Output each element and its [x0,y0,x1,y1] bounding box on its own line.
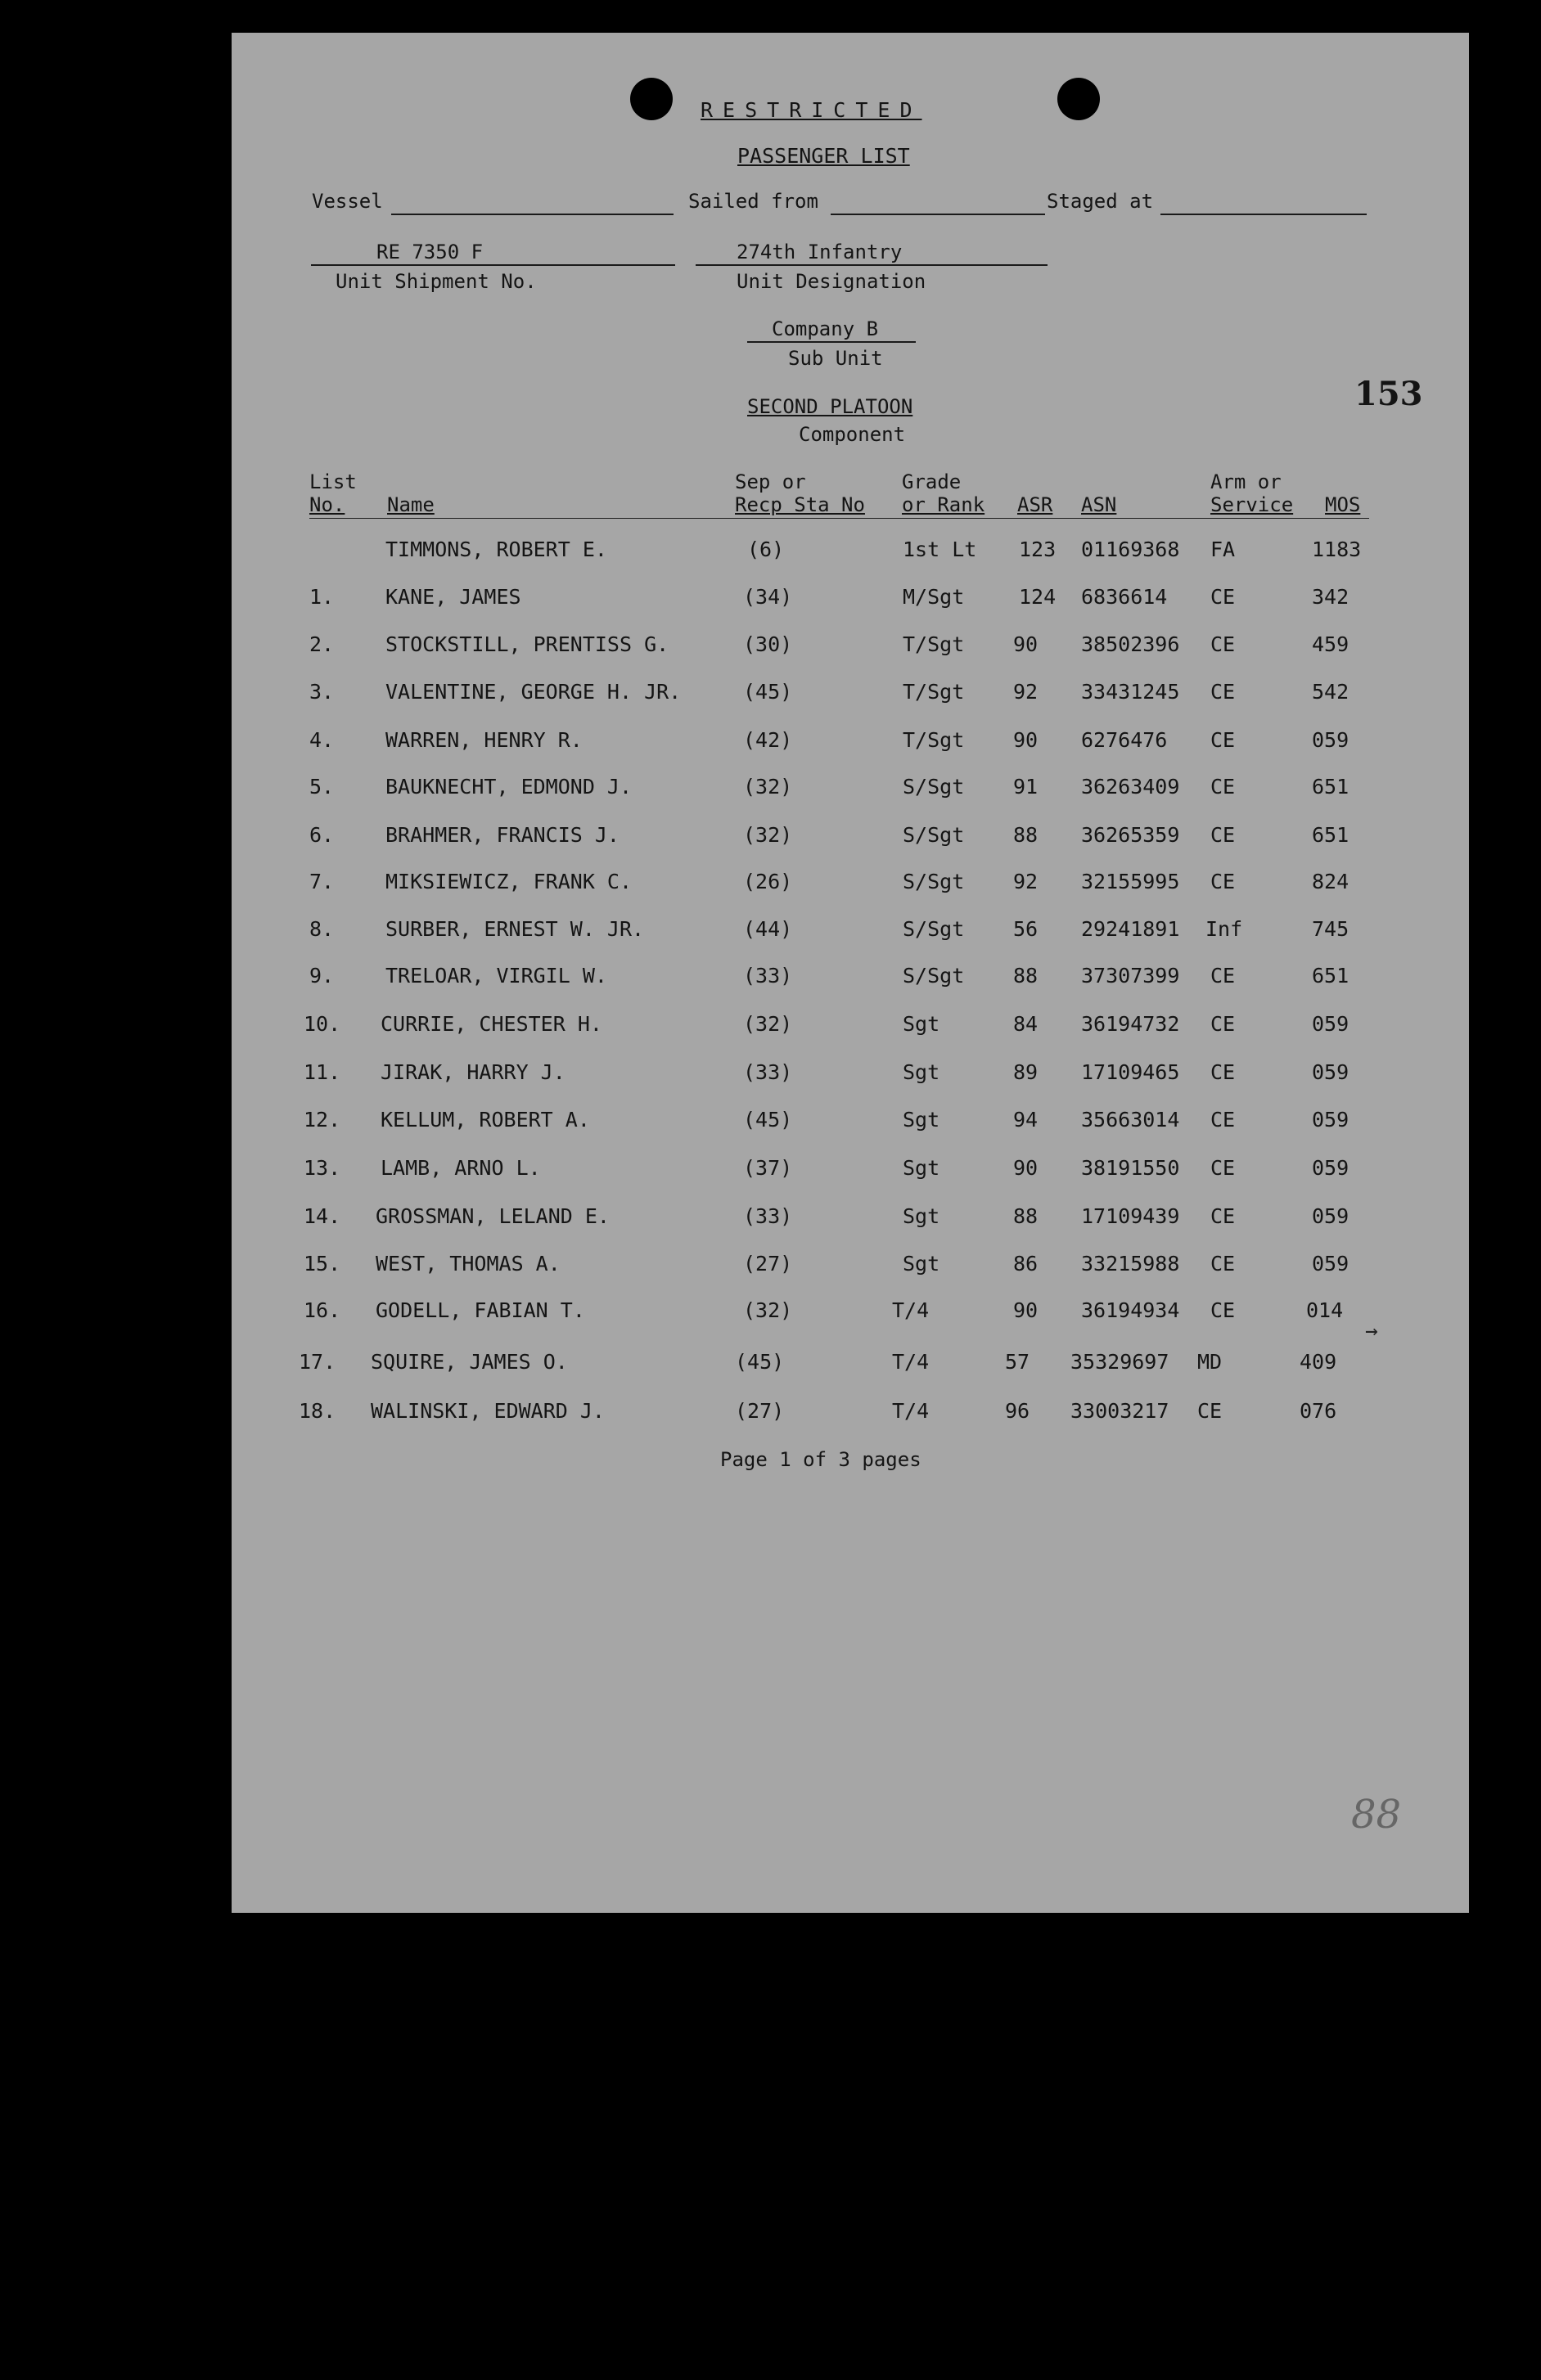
row-asn: 29241891 [1081,917,1180,941]
row-arm: CE [1210,728,1236,752]
sub-unit-label: Sub Unit [788,347,883,370]
handwritten-number: 88 [1351,1792,1402,1838]
row-asn: 33003217 [1070,1399,1169,1423]
classification-heading: RESTRICTED [701,98,922,122]
row-sep: (37) [743,1156,793,1180]
row-arm: CE [1210,1298,1236,1322]
row-grade: Sgt [903,1204,940,1228]
row-list-no: 7. [309,870,335,893]
row-arm: FA [1210,538,1236,561]
row-asn: 38502396 [1081,632,1180,656]
row-list-no: 8. [309,917,335,941]
row-grade: Sgt [903,1156,940,1180]
row-name: SQUIRE, JAMES O. [371,1350,568,1374]
row-grade: Sgt [903,1252,940,1275]
row-sep: (32) [743,1298,793,1322]
row-list-no: 5. [309,775,335,799]
row-sep: (45) [735,1350,785,1374]
row-name: VALENTINE, GEORGE H. JR. [385,680,682,704]
row-arm: CE [1210,1012,1236,1036]
row-mos: 059 [1312,1252,1350,1275]
row-asn: 33215988 [1081,1252,1180,1275]
row-list-no: 18. [299,1399,336,1423]
col-header-mos: MOS [1325,493,1361,516]
col-header-grade: Grade or Rank [902,470,985,516]
row-grade: S/Sgt [903,870,965,893]
row-mos: 459 [1312,632,1350,656]
col-header-asr: ASR [1017,493,1053,516]
row-arm: Inf [1205,917,1243,941]
unit-designation-line [696,264,1048,266]
unit-shipment-label: Unit Shipment No. [336,270,537,293]
row-asn: 38191550 [1081,1156,1180,1180]
row-mos: 014 [1306,1298,1344,1322]
row-arm: CE [1210,1060,1236,1084]
document-page [232,33,1469,1913]
row-asr: 90 [1013,728,1039,752]
row-sep: (33) [743,1060,793,1084]
row-sep: (33) [743,964,793,988]
row-asr: 123 [1019,538,1057,561]
row-name: TRELOAR, VIRGIL W. [385,964,607,988]
row-name: TIMMONS, ROBERT E. [385,538,607,561]
row-asr: 90 [1013,1298,1039,1322]
row-list-no: 11. [304,1060,341,1084]
row-list-no: 15. [304,1252,341,1275]
row-mos: 059 [1312,1108,1350,1132]
row-mos: 651 [1312,964,1350,988]
row-grade: T/4 [892,1350,930,1374]
row-asn: 36194732 [1081,1012,1180,1036]
row-sep: (45) [743,680,793,704]
row-name: WALINSKI, EDWARD J. [371,1399,605,1423]
table-row [232,1399,1469,1432]
col-header-arm: Arm or Service [1210,470,1294,516]
row-sep: (32) [743,1012,793,1036]
row-arm: CE [1210,1252,1236,1275]
col-header-asn: ASN [1081,493,1117,516]
row-asn: 36194934 [1081,1298,1180,1322]
table-row [232,823,1469,856]
row-grade: Sgt [903,1060,940,1084]
row-grade: T/Sgt [903,680,965,704]
row-list-no: 9. [309,964,335,988]
row-sep: (42) [743,728,793,752]
row-sep: (34) [743,585,793,609]
table-row [232,775,1469,808]
sailed-from-field-line [831,214,1045,215]
vessel-label: Vessel [312,190,383,213]
row-name: JIRAK, HARRY J. [381,1060,565,1084]
page-footer: Page 1 of 3 pages [720,1448,921,1471]
row-arm: MD [1197,1350,1223,1374]
row-name: KELLUM, ROBERT A. [381,1108,590,1132]
row-grade: Sgt [903,1108,940,1132]
row-arm: CE [1210,823,1236,847]
table-row [232,585,1469,618]
row-asn: 35329697 [1070,1350,1169,1374]
punch-hole-left [630,78,673,120]
row-grade: S/Sgt [903,775,965,799]
row-grade: Sgt [903,1012,940,1036]
row-mos: 824 [1312,870,1350,893]
table-row [232,1012,1469,1045]
row-mos: 059 [1312,728,1350,752]
row-asr: 92 [1013,870,1039,893]
table-row [232,1108,1469,1141]
document-title: PASSENGER LIST [737,144,910,168]
row-grade: T/4 [892,1298,930,1322]
col-header-list-no: List No. [309,470,357,516]
row-sep: (26) [743,870,793,893]
stamp-number: 153 [1354,375,1423,413]
row-arm: CE [1210,680,1236,704]
row-mos: 059 [1312,1204,1350,1228]
row-asr: 88 [1013,964,1039,988]
component-label: Component [799,423,906,446]
row-asn: 36265359 [1081,823,1180,847]
row-name: GROSSMAN, LELAND E. [376,1204,610,1228]
margin-arrow-icon: → [1365,1319,1378,1343]
row-arm: CE [1210,585,1236,609]
table-row [232,1204,1469,1237]
sailed-from-label: Sailed from [688,190,818,213]
row-mos: 651 [1312,823,1350,847]
row-list-no: 17. [299,1350,336,1374]
row-mos: 059 [1312,1060,1350,1084]
header-rule [309,518,1369,519]
row-arm: CE [1210,775,1236,799]
row-name: CURRIE, CHESTER H. [381,1012,602,1036]
row-grade: T/Sgt [903,728,965,752]
row-asr: 89 [1013,1060,1039,1084]
row-mos: 342 [1312,585,1350,609]
table-row [232,632,1469,665]
table-row [232,1156,1469,1189]
row-asn: 6836614 [1081,585,1168,609]
row-asn: 33431245 [1081,680,1180,704]
vessel-field-line [391,214,674,215]
row-arm: CE [1210,1156,1236,1180]
row-list-no: 6. [309,823,335,847]
row-asn: 37307399 [1081,964,1180,988]
table-row [232,870,1469,902]
row-asr: 86 [1013,1252,1039,1275]
row-name: SURBER, ERNEST W. JR. [385,917,645,941]
row-mos: 745 [1312,917,1350,941]
row-grade: M/Sgt [903,585,965,609]
row-list-no: 4. [309,728,335,752]
punch-hole-right [1057,78,1100,120]
row-sep: (6) [747,538,785,561]
row-mos: 059 [1312,1156,1350,1180]
row-mos: 542 [1312,680,1350,704]
row-sep: (27) [735,1399,785,1423]
row-sep: (44) [743,917,793,941]
component-value: SECOND PLATOON [747,395,913,418]
table-row [232,1060,1469,1093]
row-list-no: 14. [304,1204,341,1228]
row-asn: 17109439 [1081,1204,1180,1228]
row-asr: 57 [1005,1350,1030,1374]
row-asr: 91 [1013,775,1039,799]
row-mos: 651 [1312,775,1350,799]
row-asn: 17109465 [1081,1060,1180,1084]
table-row [232,538,1469,570]
row-asr: 96 [1005,1399,1030,1423]
row-asr: 90 [1013,1156,1039,1180]
row-list-no: 1. [309,585,335,609]
sub-unit-value: Company B [772,317,879,340]
row-name: KANE, JAMES [385,585,521,609]
row-grade: S/Sgt [903,917,965,941]
row-mos: 059 [1312,1012,1350,1036]
row-list-no: 2. [309,632,335,656]
row-asr: 90 [1013,632,1039,656]
row-mos: 409 [1300,1350,1337,1374]
unit-designation-value: 274th Infantry [737,241,903,263]
row-name: LAMB, ARNO L. [381,1156,541,1180]
row-list-no: 16. [304,1298,341,1322]
row-name: BAUKNECHT, EDMOND J. [385,775,633,799]
row-sep: (32) [743,775,793,799]
row-asr: 56 [1013,917,1039,941]
row-asn: 01169368 [1081,538,1180,561]
row-list-no: 10. [304,1012,341,1036]
row-sep: (27) [743,1252,793,1275]
unit-shipment-value: RE 7350 F [376,241,484,263]
row-arm: CE [1210,1108,1236,1132]
table-row [232,680,1469,713]
table-row [232,1350,1469,1383]
row-name: WEST, THOMAS A. [376,1252,561,1275]
row-arm: CE [1210,632,1236,656]
row-asr: 94 [1013,1108,1039,1132]
table-row [232,1252,1469,1284]
row-grade: 1st Lt [903,538,977,561]
table-row [232,728,1469,761]
row-mos: 076 [1300,1399,1337,1423]
row-asr: 88 [1013,823,1039,847]
row-name: BRAHMER, FRANCIS J. [385,823,620,847]
row-grade: S/Sgt [903,823,965,847]
row-asr: 88 [1013,1204,1039,1228]
col-header-name: Name [387,493,435,516]
row-arm: CE [1210,964,1236,988]
row-arm: CE [1197,1399,1223,1423]
sub-unit-line [747,341,916,343]
col-header-sep: Sep or Recp Sta No [735,470,865,516]
row-asn: 35663014 [1081,1108,1180,1132]
row-mos: 1183 [1312,538,1362,561]
row-name: MIKSIEWICZ, FRANK C. [385,870,633,893]
unit-shipment-line [311,264,675,266]
staged-at-field-line [1160,214,1367,215]
row-name: WARREN, HENRY R. [385,728,583,752]
row-name: GODELL, FABIAN T. [376,1298,585,1322]
row-asn: 36263409 [1081,775,1180,799]
row-list-no: 3. [309,680,335,704]
row-list-no: 12. [304,1108,341,1132]
unit-designation-label: Unit Designation [737,270,926,293]
table-row [232,917,1469,950]
row-grade: T/4 [892,1399,930,1423]
row-sep: (33) [743,1204,793,1228]
row-asr: 84 [1013,1012,1039,1036]
row-arm: CE [1210,1204,1236,1228]
row-sep: (32) [743,823,793,847]
table-row [232,964,1469,997]
row-sep: (45) [743,1108,793,1132]
row-asn: 6276476 [1081,728,1168,752]
row-asr: 92 [1013,680,1039,704]
table-row [232,1298,1469,1331]
row-grade: S/Sgt [903,964,965,988]
row-grade: T/Sgt [903,632,965,656]
row-asn: 32155995 [1081,870,1180,893]
staged-at-label: Staged at [1047,190,1154,213]
row-asr: 124 [1019,585,1057,609]
row-name: STOCKSTILL, PRENTISS G. [385,632,669,656]
row-sep: (30) [743,632,793,656]
row-arm: CE [1210,870,1236,893]
row-list-no: 13. [304,1156,341,1180]
